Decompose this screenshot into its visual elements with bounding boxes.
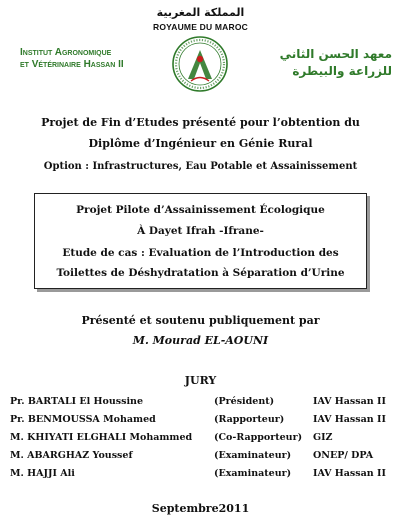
thesis-title-line4: Toilettes de Déshydratation à Séparation d’Urine <box>56 267 345 279</box>
jury-member-role: (Rapporteur) <box>214 414 285 425</box>
defense-date: Septembre2011 <box>151 502 250 515</box>
jury-title: JURY <box>184 374 217 387</box>
jury-member-name: Pr. BARTALI El Houssine <box>10 396 144 407</box>
thesis-title-box <box>34 193 367 289</box>
institute-arabic-name <box>262 46 392 80</box>
jury-member-row <box>0 432 401 446</box>
jury-member-name: M. HAJJI Ali <box>10 468 75 479</box>
author-name: M. Mourad EL-AOUNI <box>132 334 269 347</box>
jury-member-role: (Examinateur) <box>214 450 292 461</box>
institute-logo-icon <box>171 35 229 93</box>
institute-french-line1: Institut Agronomique <box>20 47 112 58</box>
jury-member-institution: IAV Hassan II <box>313 468 386 479</box>
project-description-line1: Projet de Fin d’Etudes présenté pour l’obtention du <box>41 116 360 129</box>
institute-arabic-line1: معهد الحسن الثاني <box>279 47 392 61</box>
kingdom-french-title: ROYAUME DU MAROC <box>153 22 248 32</box>
jury-member-row <box>0 396 401 410</box>
thesis-title-line2: À Dayet Ifrah -Ifrane- <box>137 225 264 237</box>
project-description-line2: Diplôme d’Ingénieur en Génie Rural <box>88 137 313 150</box>
jury-member-role: (Co-Rapporteur) <box>214 432 303 443</box>
institute-french-line2: et Vétérinaire Hassan II <box>20 59 124 70</box>
thesis-title-line1: Projet Pilote d’Assainissement Écologique <box>76 204 325 216</box>
jury-member-name: Pr. BENMOUSSA Mohamed <box>10 414 156 425</box>
jury-member-name: M. ABARGHAZ Youssef <box>10 450 133 461</box>
jury-member-institution: ONEP/ DPA <box>313 450 374 461</box>
jury-member-institution: GIZ <box>313 432 333 443</box>
jury-member-role: (Président) <box>214 396 275 407</box>
presentation-label: Présenté et soutenu publiquement par <box>81 314 320 327</box>
thesis-title-line3: Etude de cas : Evaluation de l’Introduction des <box>62 247 339 259</box>
kingdom-arabic-title: المملكة المغربية <box>156 6 245 19</box>
institute-arabic-line2: للزراعة والبيطرة <box>292 64 392 78</box>
jury-member-role: (Examinateur) <box>214 468 292 479</box>
jury-member-institution: IAV Hassan II <box>313 396 386 407</box>
jury-member-row <box>0 450 401 464</box>
jury-member-name: M. KHIYATI ELGHALI Mohammed <box>10 432 193 443</box>
institute-french-name <box>20 47 160 71</box>
jury-member-row <box>0 414 401 428</box>
project-option: Option : Infrastructures, Eau Potable et Assainissement <box>43 161 358 172</box>
jury-member-row <box>0 468 401 482</box>
jury-member-institution: IAV Hassan II <box>313 414 386 425</box>
